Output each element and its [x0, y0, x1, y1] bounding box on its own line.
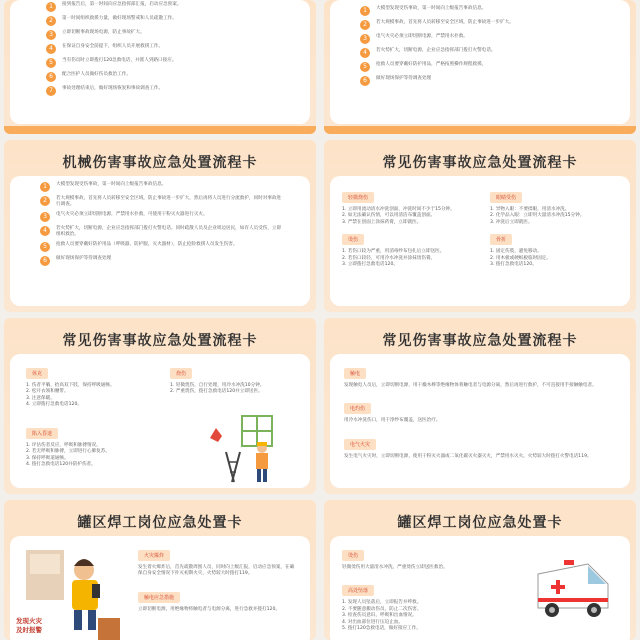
- slide-1-number-badge: 3: [46, 30, 56, 40]
- slide-5-section-2: [170, 360, 310, 396]
- slide-1-number-badge: 6: [46, 72, 56, 82]
- slide-1-item-text: 配合医护人员做好伤员救治工作。: [62, 72, 131, 77]
- slide-4-left-1-line: 2. 如无法确认伤情，可以用清洁布覆盖创面。: [342, 213, 436, 219]
- slide-2-number-badge: 6: [360, 76, 370, 86]
- slide-1-item-text: 接到报告后，第一时间向应急指挥部汇报，启动应急预案。: [62, 2, 182, 7]
- slide-4-tag-2: 烫伤: [342, 234, 364, 245]
- slide-4-right-list-2: [490, 249, 620, 268]
- slide-1-number-badge: 1: [46, 2, 56, 12]
- slide-3-item: [40, 256, 282, 266]
- slide-3-item-text: 做好现场保护等待调查处理: [56, 256, 112, 261]
- slide-4-left-2-line: 1. 若伤口较为严重，用消毒纱布包扎后立即送医。: [342, 249, 445, 255]
- slide-4-right-2-line: 3. 拨打急救电话120。: [490, 262, 537, 268]
- slide-8-card: [330, 536, 630, 640]
- slide-1-number-badge: 4: [46, 44, 56, 54]
- slide-4-left-2-line: 2. 若伤口较轻，可用冷水冲洗并涂抹烫伤膏。: [342, 255, 436, 261]
- slide-5-2-line: 2. 严重烧伤，拨打急救电话120并立即送医。: [170, 389, 263, 395]
- slide-3-number-badge: 5: [40, 242, 50, 252]
- slide-5-3-line: 4. 拨打急救电话120并陪护伤者。: [26, 462, 96, 468]
- slide-2-bottom-bar: [324, 126, 636, 134]
- slide-5-section-3: [26, 420, 166, 469]
- slide-5-list-3: [26, 443, 166, 469]
- slide-2[interactable]: [324, 0, 636, 134]
- slide-6-para-1: 发现触电人员后，立即切断电源，用干燥木棒等绝缘物体将触电者与电源分离，然后再进行救护，不可直接用手接触触电者。: [344, 383, 597, 388]
- slide-4-right-1-line: 3. 冲洗后立即就医。: [490, 219, 533, 225]
- slide-5-list-2: [170, 383, 310, 396]
- slide-6-title: 常见伤害事故应急处置流程卡: [382, 333, 578, 349]
- slide-7-para-1: 发生着火爆炸后，首先疏散周围人员，同时向上级汇报，启动应急预案，在确保自身安全情况下扑灭初期火灾，火势较大时拨打119。: [138, 565, 295, 577]
- slide-2-item: [360, 6, 600, 16]
- painter-illustration: [206, 412, 292, 484]
- slide-2-number-badge: 5: [360, 62, 370, 72]
- slide-4-left-1-line: 3. 严禁在创面上涂抹药膏，立即就医。: [342, 219, 422, 225]
- slide-2-number-badge: 1: [360, 6, 370, 16]
- slide-3-item: [40, 212, 282, 222]
- slide-5-3-line: 3. 保持呼吸道通畅。: [26, 455, 69, 461]
- slide-2-item-text: 抢救人员要穿戴好防护用品，严格按照操作规程救援。: [376, 62, 487, 67]
- slide-5-3-line: 2. 若无呼吸和脉搏，立即进行心肺复苏。: [26, 449, 110, 455]
- slide-3-card: [10, 176, 310, 306]
- slide-3[interactable]: [4, 140, 316, 312]
- slide-7-right: [138, 542, 298, 613]
- slide-8-2-line: 1. 发现人员坠落后，立即报告并呼救。: [342, 600, 422, 606]
- slide-1-item: [46, 44, 280, 54]
- slide-4-tag-3: 眼睛受伤: [490, 192, 522, 203]
- slide-5[interactable]: [4, 318, 316, 494]
- slide-8[interactable]: [324, 500, 636, 640]
- slide-4-card: [330, 176, 630, 306]
- slide-2-item-text: 大模型发现受伤事故，第一时间向上级报告事故信息。: [376, 6, 487, 11]
- slide-6-para-2: 用冷水冲洗伤口，用干净纱布覆盖，送医治疗。: [344, 418, 441, 424]
- slide-3-number-badge: 6: [40, 256, 50, 266]
- slide-1-item-text: 立即切断事故现场电源，防止事故扩大。: [62, 30, 145, 35]
- slide-2-item-text: 做好现场保护等待调查处理: [376, 76, 432, 81]
- slide-1-item: [46, 16, 280, 26]
- slide-1[interactable]: [4, 0, 316, 134]
- slide-3-item: [40, 196, 282, 208]
- slide-3-item-text: 大模型发现受伤事故，第一时间向上级报告事故信息。: [56, 182, 167, 187]
- slide-7-title: 罐区焊工岗位应急处置卡: [77, 515, 243, 531]
- slide-5-tag-3: 陷入昏迷: [26, 428, 58, 439]
- slide-2-item: [360, 34, 600, 44]
- slide-1-number-badge: 2: [46, 16, 56, 26]
- slide-5-1-line: 3. 注意保暖。: [26, 395, 55, 401]
- slide-1-bottom-bar: [4, 126, 316, 134]
- slide-2-item-text: 若火势扩大，切断电源，企业应急指挥部门拨打火警电话。: [376, 48, 496, 53]
- slide-4-left-list-2: [342, 249, 472, 268]
- slide-3-number-badge: 1: [40, 182, 50, 192]
- slide-1-list: [46, 2, 280, 100]
- slide-7-card: [10, 536, 310, 640]
- report-slogan: 发现火灾 及时报警: [16, 617, 42, 634]
- slide-8-title: 罐区焊工岗位应急处置卡: [397, 515, 563, 531]
- slide-4-right-2-line: 1. 固定伤肢，避免移动。: [490, 249, 542, 255]
- slide-8-2-line: 5. 拨打120急救电话，做好接应工作。: [342, 626, 421, 632]
- slide-3-item-text: 抢救人员要穿戴好防护用品（呼吸器、防护服、灭火器材），防止抢险救援人员发生伤害。: [56, 242, 238, 247]
- slide-3-number-badge: 4: [40, 226, 50, 236]
- slide-6-card: [330, 354, 630, 488]
- slide-4-right-1-line: 2. 化学品入眼：立即用大量清水冲洗15分钟。: [490, 213, 585, 219]
- slide-7[interactable]: [4, 500, 316, 640]
- slide-1-item-text: 当有伤员时立即拨打120急救电话，并派人到路口接应。: [62, 58, 177, 63]
- slide-4-right-2-line: 2. 用木板或硬纸板临时固定。: [490, 255, 551, 261]
- slide-6-tag-3: 电气火灾: [344, 439, 376, 450]
- slide-3-item-text: 电气火灾必须立即切断电源，严禁用水扑救，可使用干粉灭火器进行灭火。: [56, 212, 208, 217]
- slide-2-number-badge: 4: [360, 48, 370, 58]
- slide-8-list-2: [342, 600, 522, 632]
- slide-2-number-badge: 2: [360, 20, 370, 30]
- slide-2-card: [330, 0, 630, 124]
- slide-3-item: [40, 242, 282, 252]
- slide-4-right-1-line: 1. 异物入眼：不要揉眼，用清水冲洗。: [490, 207, 570, 212]
- slide-8-left: [342, 542, 522, 632]
- slide-5-section-1: [26, 360, 156, 409]
- slide-8-2-line: 3. 检查伤员意识、呼吸和出血情况。: [342, 613, 417, 619]
- slide-6[interactable]: [324, 318, 636, 494]
- slide-4-right-list-1: [490, 207, 620, 226]
- slide-5-2-line: 1. 轻微烧伤，自行处理，用冷水冲洗10分钟。: [170, 383, 265, 388]
- slide-2-item: [360, 48, 600, 58]
- slide-5-3-line: 1. 评估伤者反应，呼吸和脉搏情况。: [26, 443, 101, 448]
- slide-4[interactable]: [324, 140, 636, 312]
- slide-7-para-2: 立即切断电源，用绝缘物将触电者与电源分离，进行急救并拨打120。: [138, 606, 280, 612]
- slide-4-left-col: [342, 184, 472, 268]
- slide-4-left-2-line: 3. 立即拨打急救电话120。: [342, 262, 398, 268]
- slide-8-tag-1: 烫伤: [342, 550, 364, 561]
- slide-3-item-text: 若大规模事故，首先将人员转移至安全区域，防止事故进一步扩大，然后再将人员进行分流救护，同时对事故进行调查。: [56, 196, 282, 207]
- ambulance-illustration: [534, 554, 614, 624]
- slide-1-item-text: 在保证自身安全前提下，组织人员开展救援工作。: [62, 44, 164, 49]
- slide-3-number-badge: 2: [40, 196, 50, 206]
- slide-3-title: 机械伤害事故应急处置流程卡: [62, 155, 258, 171]
- slide-4-right-col: [490, 184, 620, 268]
- slide-1-item: [46, 72, 280, 82]
- slide-2-item: [360, 20, 600, 30]
- slide-5-card: [10, 354, 310, 488]
- slide-7-tag-1: 火灾爆炸: [138, 550, 170, 561]
- slide-6-tag-1: 触电: [344, 368, 366, 379]
- slide-8-para-1: 轻微烫伤用大量清水冲洗，严重烫伤立即送医救治。: [342, 565, 448, 570]
- slide-4-title: 常见伤害事故应急处置流程卡: [382, 155, 578, 171]
- slide-8-tag-2: 高处坠落: [342, 585, 374, 596]
- slide-2-item-text: 若大规模事故，首先将人员转移至安全区域，防止事故进一步扩大。: [376, 20, 514, 25]
- slide-7-tag-2: 触电应急措施: [138, 592, 180, 603]
- slide-1-item-text: 事故处理结束后，做好现场恢复和事故调查工作。: [62, 86, 164, 91]
- slide-4-left-list-1: [342, 207, 472, 226]
- slide-1-item: [46, 86, 280, 96]
- slide-5-tag-1: 休克: [26, 368, 48, 379]
- slide-5-1-line: 4. 立即拨打急救电话120。: [26, 402, 82, 408]
- slide-5-list-1: [26, 383, 156, 409]
- slide-2-item: [360, 62, 600, 72]
- slide-1-number-badge: 5: [46, 58, 56, 68]
- slide-8-2-line: 4. 对出血部位进行压迫止血。: [342, 619, 403, 625]
- slide-3-item: [40, 226, 282, 238]
- slide-5-1-line: 2. 松开衣领和腰带。: [26, 389, 69, 395]
- slide-4-left-1-line: 1. 立即用流动清水冲洗创面，冲洗时间不少于15分钟。: [342, 207, 455, 212]
- slide-2-number-badge: 3: [360, 34, 370, 44]
- slide-3-number-badge: 3: [40, 212, 50, 222]
- slide-8-2-line: 2. 不要随意搬动伤员，防止二次伤害。: [342, 606, 422, 612]
- slide-5-tag-2: 烧伤: [170, 368, 192, 379]
- slide-6-tag-2: 电灼伤: [344, 403, 371, 414]
- slide-1-card: [10, 0, 310, 124]
- slide-3-list: [40, 182, 282, 270]
- slide-1-item: [46, 58, 280, 68]
- slide-5-1-line: 1. 伤者平躺，抬高双下肢，保持呼吸通畅。: [26, 383, 115, 388]
- slide-2-item: [360, 76, 600, 86]
- slide-3-item-text: 若火势扩大，切断电源，企业应急指挥部门拨打火警电话。同时疏散人员及企业周边居民，如有人员受伤，立即组织救治。: [56, 226, 282, 237]
- slide-2-list: [360, 6, 600, 90]
- slide-4-tag-1: 轻微烧伤: [342, 192, 374, 203]
- slide-3-item: [40, 182, 282, 192]
- slide-1-item-text: 第一时间组织救援力量，做好现场警戒和人员疏散工作。: [62, 16, 177, 21]
- slide-5-title: 常见伤害事故应急处置流程卡: [62, 333, 258, 349]
- slide-6-para-3: 发生电气火灾时，立即切断电源，使用干粉灭火器或二氧化碳灭火器灭火，严禁用水灭火。火势较大时拨打火警电话119。: [344, 453, 592, 459]
- slide-1-item: [46, 30, 280, 40]
- slide-2-item-text: 电气火灾必须立即切断电源，严禁用水扑救。: [376, 34, 468, 39]
- slide-4-tag-4: 骨折: [490, 234, 512, 245]
- slide-1-item: [46, 2, 280, 12]
- slide-1-number-badge: 7: [46, 86, 56, 96]
